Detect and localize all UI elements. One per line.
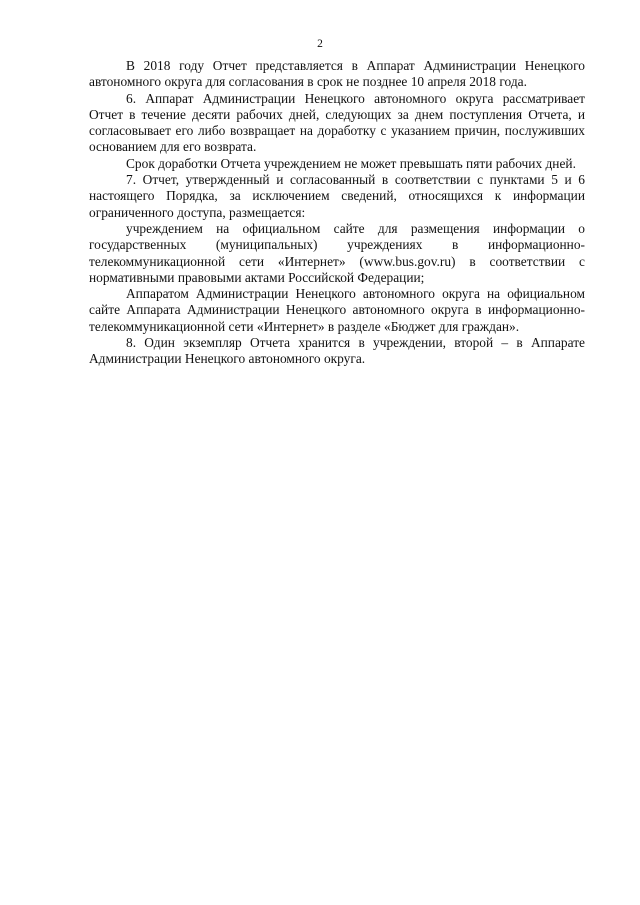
paragraph-item-6-review: 6. Аппарат Администрации Ненецкого автономного округа рассматривает Отчет в течение десяти рабочих дней, следующих за днем поступления Отчета, и согласовывает его либо возвращает на доработку с указанием причин, послуживших основанием для его возврата. [89,90,585,155]
paragraph-submission-deadline: В 2018 году Отчет представляется в Аппарат Администрации Ненецкого автономного округа для согласования в срок не позднее 10 апреля 2018 года. [89,58,585,90]
paragraph-institution-website: учреждением на официальном сайте для размещения информации о государственных (муниципальных) учреждениях в информационно-телекоммуникационной сети «Интернет» (www.bus.gov.ru) в соответствии с нормативными правовыми актами Российской Федерации; [89,220,585,285]
paragraph-item-8-storage: 8. Один экземпляр Отчета хранится в учреждении, второй – в Аппарате Администрации Ненецкого автономного округа. [89,335,585,367]
paragraph-apparatus-website: Аппаратом Администрации Ненецкого автономного округа на официальном сайте Аппарата Администрации Ненецкого автономного округа в информационно-телекоммуникационной сети «Интернет» в разделе «Бюджет для граждан». [89,286,585,334]
paragraph-item-7-publication: 7. Отчет, утвержденный и согласованный в соответствии с пунктами 5 и 6 настоящего Порядка, за исключением сведений, относящихся к информации ограниченного доступа, размещается: [89,172,585,220]
page-number: 2 [317,38,323,50]
paragraph-revision-period: Срок доработки Отчета учреждением не может превышать пяти рабочих дней. [126,155,576,171]
document-body [89,58,585,368]
